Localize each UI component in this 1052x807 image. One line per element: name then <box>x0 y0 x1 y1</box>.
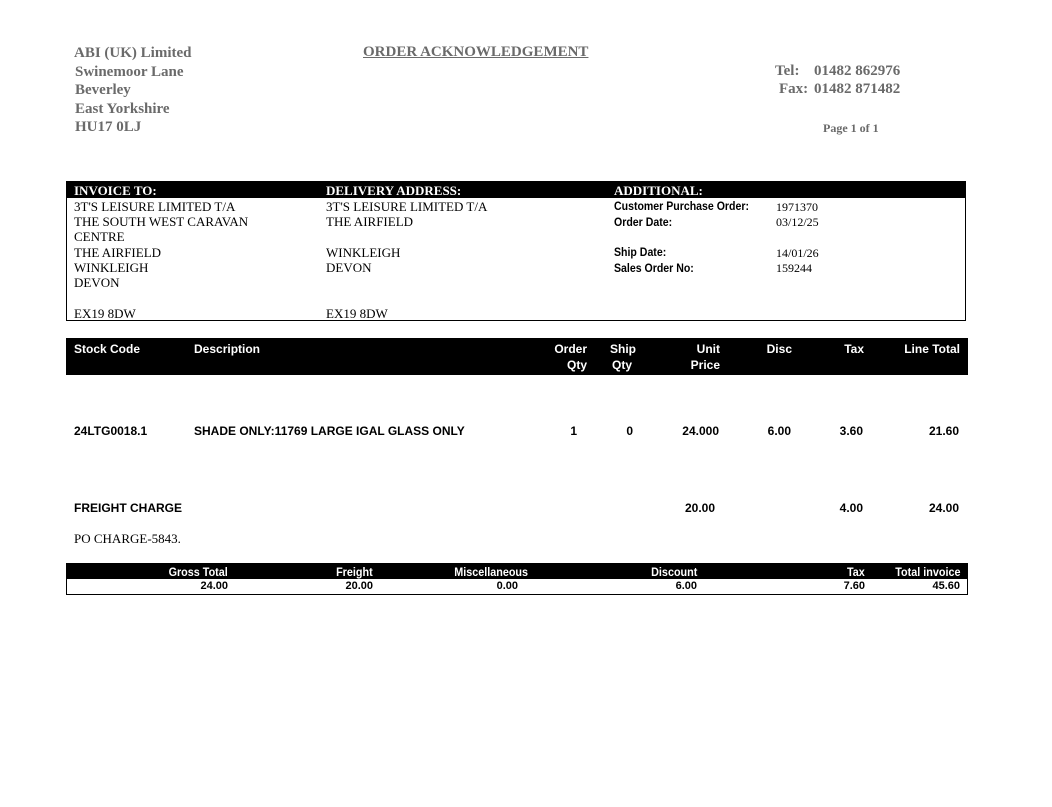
delivery-address-line: DEVON <box>326 260 372 275</box>
invoice-address-line: THE AIRFIELD <box>74 245 162 260</box>
freight-heading: Freight <box>336 565 373 579</box>
item-line-total: 21.60 <box>928 424 959 438</box>
fax-label: Fax: <box>779 81 809 97</box>
line-items-header <box>66 338 968 375</box>
company-address-line: Beverley <box>75 82 131 98</box>
sales-order-label: Sales Order No: <box>614 261 694 275</box>
delivery-address-line: THE AIRFIELD <box>326 214 414 229</box>
col-unit-price-line2: Price <box>690 358 720 372</box>
address-box <box>66 181 966 321</box>
item-stock-code: 24LTG0018.1 <box>74 424 148 438</box>
col-line-total: Line Total <box>904 342 960 356</box>
delivery-address-heading: DELIVERY ADDRESS: <box>326 183 462 198</box>
freight-unit-price: 20.00 <box>684 501 715 515</box>
customer-po-label: Customer Purchase Order: <box>614 199 749 213</box>
totals-box <box>66 563 968 595</box>
delivery-postcode: EX19 8DW <box>326 306 388 321</box>
col-tax: Tax <box>844 342 864 356</box>
company-name: ABI (UK) Limited <box>74 45 192 61</box>
miscellaneous-heading: Miscellaneous <box>454 565 528 579</box>
discount-heading: Discount <box>650 565 697 579</box>
total-invoice-value: 45.60 <box>932 580 960 592</box>
freight-label: FREIGHT CHARGE <box>74 501 182 515</box>
address-header-bar <box>67 182 965 198</box>
company-address-line: HU17 0LJ <box>75 119 142 135</box>
discount-value: 6.00 <box>675 580 697 592</box>
col-stock-code: Stock Code <box>74 342 141 356</box>
col-ship-qty-line2: Qty <box>612 358 633 372</box>
gross-total-value: 24.00 <box>200 580 228 592</box>
freight-line-total: 24.00 <box>928 501 959 515</box>
customer-po-value: 1971370 <box>776 200 818 214</box>
invoice-postcode: EX19 8DW <box>74 306 136 321</box>
col-unit-price: Unit <box>696 342 720 356</box>
freight-tax: 4.00 <box>839 501 863 515</box>
delivery-address-line: 3T'S LEISURE LIMITED T/A <box>326 199 488 214</box>
ship-date-label: Ship Date: <box>614 245 667 259</box>
page-number: Page 1 of 1 <box>823 121 879 135</box>
tel-number: 01482 862976 <box>814 63 901 79</box>
invoice-to-heading: INVOICE TO: <box>74 183 157 198</box>
fax-number: 01482 871482 <box>814 81 901 97</box>
invoice-address-line: CENTRE <box>74 229 125 244</box>
invoice-address-line: DEVON <box>74 275 120 290</box>
tax-heading: Tax <box>847 565 865 579</box>
order-date-label: Order Date: <box>614 215 673 229</box>
tax-value: 7.60 <box>843 580 865 592</box>
company-address-line: Swinemoor Lane <box>75 64 184 80</box>
po-charge-note: PO CHARGE-5843. <box>74 531 181 546</box>
item-unit-price: 24.000 <box>682 424 719 438</box>
tel-label: Tel: <box>775 63 800 79</box>
miscellaneous-value: 0.00 <box>496 580 518 592</box>
item-ship-qty: 0 <box>626 424 633 438</box>
item-order-qty: 1 <box>570 424 577 438</box>
additional-heading: ADDITIONAL: <box>614 183 703 198</box>
col-disc: Disc <box>766 342 792 356</box>
col-order-qty: Order <box>554 342 587 356</box>
item-disc: 6.00 <box>767 424 791 438</box>
item-description: SHADE ONLY:11769 LARGE IGAL GLASS ONLY <box>194 424 465 438</box>
ship-date-value: 14/01/26 <box>776 246 819 260</box>
invoice-address-line: 3T'S LEISURE LIMITED T/A <box>74 199 236 214</box>
sales-order-value: 159244 <box>776 261 812 275</box>
col-order-qty-line2: Qty <box>566 358 587 372</box>
invoice-address-line: WINKLEIGH <box>74 260 149 275</box>
gross-total-heading: Gross Total <box>168 565 228 579</box>
col-ship-qty: Ship <box>610 342 636 356</box>
total-invoice-heading: Total invoice <box>894 565 960 579</box>
order-date-value: 03/12/25 <box>776 215 819 229</box>
document-title: ORDER ACKNOWLEDGEMENT <box>363 44 589 60</box>
item-tax: 3.60 <box>839 424 863 438</box>
col-description: Description <box>194 342 261 356</box>
company-address-line: East Yorkshire <box>75 101 170 117</box>
delivery-address-line: WINKLEIGH <box>326 245 401 260</box>
freight-value: 20.00 <box>345 580 373 592</box>
totals-header-bar <box>67 564 967 579</box>
invoice-address-line: THE SOUTH WEST CARAVAN <box>74 214 249 229</box>
